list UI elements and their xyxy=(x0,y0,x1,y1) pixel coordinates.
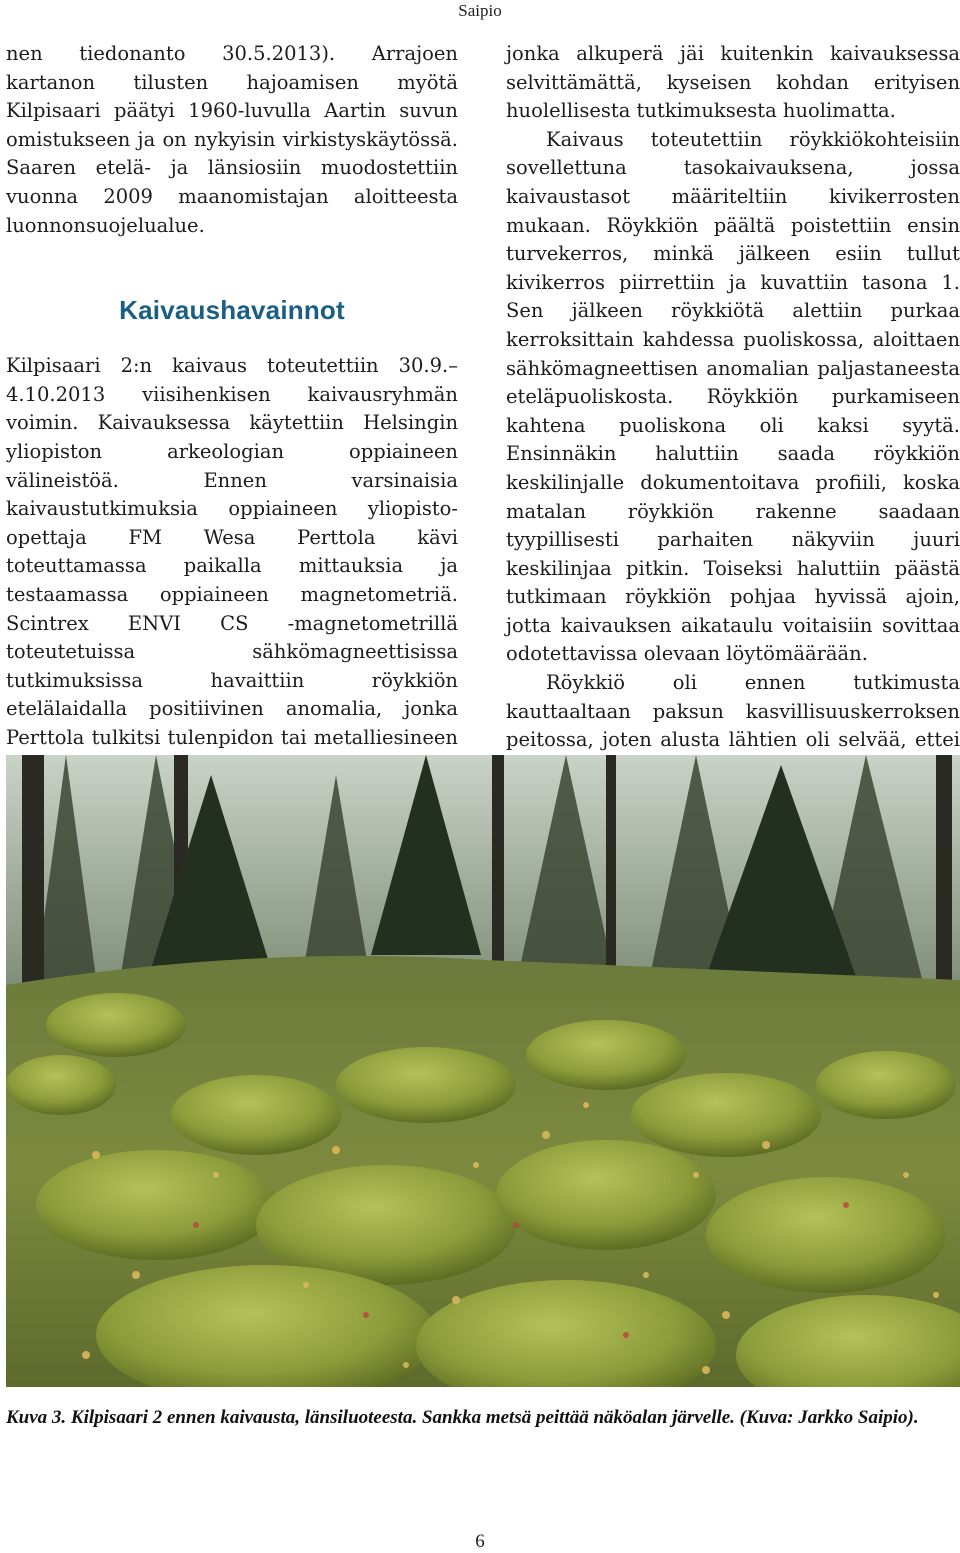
body-paragraph-2: Kaivaus toteutettiin röykkiökohteisiin sovellettuna tasokaivauksena, jossa kaivaustasot määriteltiin kivikerrosten mukaan. Röykkiön päältä poistettiin ensin turvekerros, minkä jälkeen esiin tullut kivikerros piirrettiin ja kuvattiin tasona 1. Sen jälkeen röykkiötä alettiin purkaa kerroksittain kahdessa puoliskossa, aloittaen sähkömagneettisen anomalian paljastaneesta eteläpuoliskosta. Röykkiön purkamiseen kahtena puoliskona oli kaksi syytä. Ensinnäkin haluttiin saada röykkiön keskilinjalle dokumentoitava profiili, koska matalan röykkiön rakenne saadaan tyypillisesti parhaiten näkyviin juuri keskilinjaa pitkin. Toiseksi haluttiin päästä tutkimaan röykkiön pohjaa hyvissä ajoin, jotta kaivauksen aikataulu voitaisiin sovittaa odotettavissa olevaan löytömäärään. xyxy=(506,127,960,666)
right-column xyxy=(506,40,960,783)
forest-photo xyxy=(6,755,960,1387)
figure-caption: Kuva 3. Kilpisaari 2 ennen kaivausta, länsiluoteesta. Sankka metsä peittää näköalan järvelle. (Kuva: Jarkko Saipio). xyxy=(6,1407,919,1428)
intro-paragraph: nen tiedonanto 30.5.2013). Arrajoen kartanon tilusten hajoamisen myötä Kilpisaari päätyi 1960-luvulla Aartin suvun omistukseen ja on nykyisin virkistyskäytössä. Saaren etelä- ja länsiosiin muodostettiin vuonna 2009 maanomistajan aloitteesta luonnonsuojelualue. xyxy=(6,42,458,237)
body-paragraph: Kilpisaari 2:n kaivaus toteutettiin 30.9.–4.10.2013 viisihenkisen kaivausryhmän voimin. Kaivauksessa käytettiin Helsingin yliopiston arkeologian oppiaineen välineistöä. Ennen varsinaisia kaivaustutkimuksia oppiaineen yliopisto-opettaja FM Wesa Perttola kävi toteuttamassa paikalla mittauksia ja testaamassa oppiaineen magnetometriä. Scintrex ENVI CS -magnetometrillä toteutetuissa sähkömagneettisissa tutkimuksissa havaittiin röykkiön etelälaidalla positiivinen anomalia, jonka Perttola tulkitsi tulenpidon tai metalliesineen xyxy=(6,354,458,749)
section-heading: Kaivaushavainnot xyxy=(119,295,345,326)
continuation-paragraph: jonka alkuperä jäi kuitenkin kaivauksessa selvittämättä, kyseisen kohdan erityisen huolellisesta tutkimuksesta huolimatta. xyxy=(506,42,960,123)
running-head-title: Saipio xyxy=(458,1,502,20)
page-number: 6 xyxy=(475,1531,485,1552)
forest-photo-illustration xyxy=(6,755,960,1387)
body-paragraph-3: Röykkiö oli ennen tutkimusta kauttaaltaan paksun kasvillisuuskerroksen peitossa, joten alusta lähtien oli selvää, ettei xyxy=(506,671,960,752)
left-column xyxy=(6,40,458,810)
